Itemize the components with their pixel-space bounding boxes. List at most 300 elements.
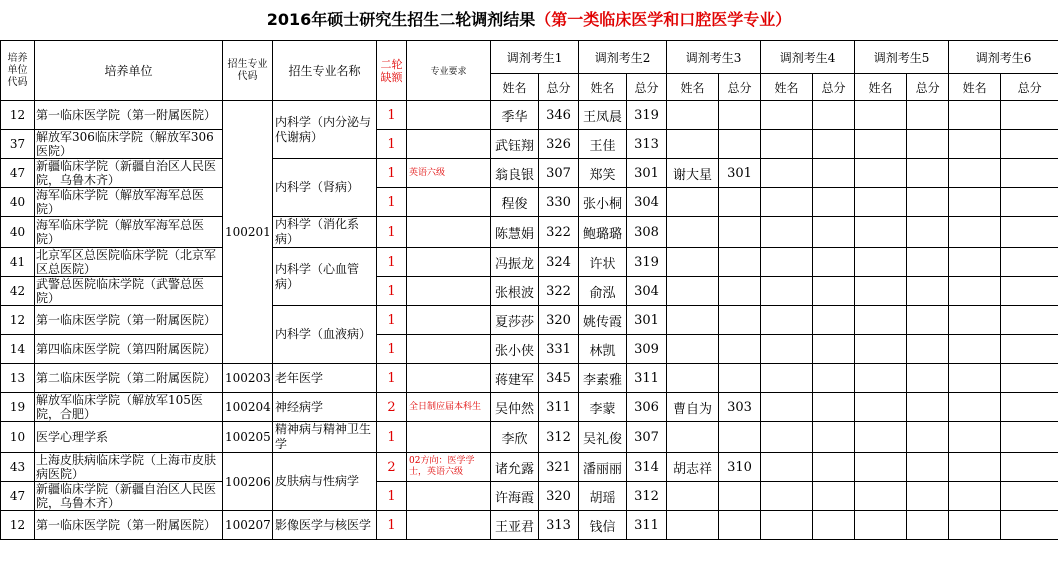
quota-cell: 1: [377, 248, 407, 277]
student-name-cell: 郑笑: [579, 159, 627, 188]
student-name-cell: [949, 101, 1001, 130]
student-name-cell: [667, 306, 719, 335]
student-score-cell: [1001, 482, 1058, 511]
unit-cell: 海军临床学院（解放军海军总医院）: [35, 188, 223, 217]
student-score-cell: [813, 188, 855, 217]
student-name-cell: [761, 335, 813, 364]
student-score-cell: [813, 335, 855, 364]
subheader-name: 姓名: [667, 74, 719, 101]
table-row: [1, 217, 1058, 248]
student-name-cell: [855, 335, 907, 364]
quota-cell: 1: [377, 511, 407, 540]
subheader-score: 总分: [719, 74, 761, 101]
quota-cell: 1: [377, 306, 407, 335]
student-name-cell: [855, 217, 907, 248]
student-score-cell: [813, 511, 855, 540]
student-name-cell: [761, 217, 813, 248]
student-score-cell: [1001, 101, 1058, 130]
student-name-cell: [855, 422, 907, 453]
unit-cell: 第二临床医学院（第二附属医院）: [35, 364, 223, 393]
unit-code-cell: 19: [1, 393, 35, 422]
student-score-cell: 311: [627, 364, 667, 393]
header-student-6: 调剂考生6: [949, 41, 1058, 74]
student-score-cell: [813, 277, 855, 306]
subheader-name: 姓名: [579, 74, 627, 101]
header-student-4: 调剂考生4: [761, 41, 855, 74]
student-name-cell: [855, 130, 907, 159]
student-score-cell: 301: [627, 306, 667, 335]
student-name-cell: 吴礼俊: [579, 422, 627, 453]
student-name-cell: [855, 306, 907, 335]
student-score-cell: 312: [627, 482, 667, 511]
header-student-3: 调剂考生3: [667, 41, 761, 74]
quota-cell: 1: [377, 335, 407, 364]
title-sub: （第一类临床医学和口腔医学专业）: [535, 10, 792, 29]
table-row: [1, 511, 1058, 540]
student-score-cell: 307: [627, 422, 667, 453]
student-name-cell: 李蒙: [579, 393, 627, 422]
student-name-cell: [949, 335, 1001, 364]
header-quota: 二轮缺额: [377, 41, 407, 101]
student-score-cell: [907, 511, 949, 540]
major-code-cell: 100203: [223, 364, 273, 393]
student-name-cell: [949, 364, 1001, 393]
student-name-cell: [761, 364, 813, 393]
major-code-cell: 100206: [223, 453, 273, 511]
unit-cell: 解放军306临床学院（解放军306医院）: [35, 130, 223, 159]
student-score-cell: [719, 482, 761, 511]
student-score-cell: 307: [539, 159, 579, 188]
student-name-cell: [949, 422, 1001, 453]
unit-cell: 第一临床医学院（第一附属医院）: [35, 101, 223, 130]
student-name-cell: 诸允露: [491, 453, 539, 482]
student-score-cell: 303: [719, 393, 761, 422]
student-score-cell: [1001, 453, 1058, 482]
student-name-cell: [855, 482, 907, 511]
quota-cell: 1: [377, 101, 407, 130]
student-score-cell: [719, 364, 761, 393]
student-name-cell: [667, 188, 719, 217]
student-score-cell: [907, 306, 949, 335]
student-score-cell: 312: [539, 422, 579, 453]
student-score-cell: [1001, 511, 1058, 540]
unit-code-cell: 10: [1, 422, 35, 453]
unit-cell: 第四临床医学院（第四附属医院）: [35, 335, 223, 364]
student-name-cell: [761, 101, 813, 130]
student-score-cell: [907, 217, 949, 248]
student-score-cell: 322: [539, 277, 579, 306]
table-row: [1, 422, 1058, 453]
student-score-cell: 326: [539, 130, 579, 159]
student-score-cell: [719, 217, 761, 248]
student-name-cell: 张根波: [491, 277, 539, 306]
table-row: [1, 453, 1058, 482]
student-name-cell: [761, 277, 813, 306]
quota-cell: 1: [377, 159, 407, 188]
unit-cell: 医学心理学系: [35, 422, 223, 453]
student-score-cell: [813, 453, 855, 482]
student-score-cell: [813, 393, 855, 422]
student-score-cell: [719, 335, 761, 364]
student-name-cell: [949, 188, 1001, 217]
title-main: 2016年硕士研究生招生二轮调剂结果: [266, 10, 536, 29]
header-major-code: 招生专业代码: [223, 41, 273, 101]
student-name-cell: [949, 482, 1001, 511]
student-name-cell: [855, 248, 907, 277]
unit-cell: 第一临床医学院（第一附属医院）: [35, 511, 223, 540]
major-name-cell: 老年医学: [273, 364, 377, 393]
quota-cell: 1: [377, 188, 407, 217]
table-row: [1, 101, 1058, 130]
student-score-cell: [719, 130, 761, 159]
student-name-cell: 吴仲然: [491, 393, 539, 422]
student-score-cell: [907, 453, 949, 482]
student-name-cell: 翁良银: [491, 159, 539, 188]
table-row: [1, 393, 1058, 422]
unit-code-cell: 14: [1, 335, 35, 364]
student-score-cell: 311: [627, 511, 667, 540]
student-name-cell: [855, 364, 907, 393]
student-name-cell: [761, 130, 813, 159]
student-name-cell: 王佳: [579, 130, 627, 159]
student-score-cell: 346: [539, 101, 579, 130]
student-name-cell: [761, 453, 813, 482]
student-score-cell: 314: [627, 453, 667, 482]
quota-cell: 1: [377, 364, 407, 393]
subheader-name: 姓名: [761, 74, 813, 101]
student-name-cell: 胡志祥: [667, 453, 719, 482]
quota-cell: 1: [377, 482, 407, 511]
subheader-score: 总分: [907, 74, 949, 101]
student-score-cell: 308: [627, 217, 667, 248]
table-row: [1, 248, 1058, 277]
student-name-cell: 俞泓: [579, 277, 627, 306]
unit-cell: 第一临床医学院（第一附属医院）: [35, 306, 223, 335]
quota-cell: 1: [377, 277, 407, 306]
subheader-name: 姓名: [949, 74, 1001, 101]
student-score-cell: [1001, 335, 1058, 364]
student-score-cell: [907, 393, 949, 422]
requirement-cell: [407, 511, 491, 540]
requirement-cell: 全日制应届本科生: [407, 393, 491, 422]
student-name-cell: [855, 453, 907, 482]
student-score-cell: [1001, 217, 1058, 248]
header-student-1: 调剂考生1: [491, 41, 579, 74]
student-score-cell: [1001, 393, 1058, 422]
unit-cell: 海军临床学院（解放军海军总医院）: [35, 217, 223, 248]
student-score-cell: [1001, 422, 1058, 453]
student-name-cell: [949, 511, 1001, 540]
student-name-cell: [761, 248, 813, 277]
unit-code-cell: 12: [1, 101, 35, 130]
student-score-cell: [813, 422, 855, 453]
student-score-cell: [813, 130, 855, 159]
student-score-cell: 304: [627, 277, 667, 306]
table-row: [1, 188, 1058, 217]
major-code-cell: 100207: [223, 511, 273, 540]
table-body: [1, 101, 1058, 540]
unit-code-cell: 41: [1, 248, 35, 277]
student-name-cell: 冯振龙: [491, 248, 539, 277]
student-score-cell: 345: [539, 364, 579, 393]
student-name-cell: [667, 101, 719, 130]
student-score-cell: 331: [539, 335, 579, 364]
unit-code-cell: 12: [1, 306, 35, 335]
student-score-cell: [907, 422, 949, 453]
student-score-cell: 304: [627, 188, 667, 217]
quota-cell: 1: [377, 130, 407, 159]
table-row: [1, 364, 1058, 393]
student-score-cell: 301: [719, 159, 761, 188]
unit-cell: 解放军临床学院（解放军105医院，合肥）: [35, 393, 223, 422]
quota-cell: 1: [377, 217, 407, 248]
student-name-cell: [949, 130, 1001, 159]
student-score-cell: [907, 130, 949, 159]
student-name-cell: [761, 306, 813, 335]
student-name-cell: [667, 130, 719, 159]
student-score-cell: [813, 364, 855, 393]
student-name-cell: [761, 159, 813, 188]
requirement-cell: [407, 335, 491, 364]
major-name-cell: 精神病与精神卫生学: [273, 422, 377, 453]
major-name-cell: 内科学（内分泌与代谢病）: [273, 101, 377, 159]
table-row: [1, 277, 1058, 306]
student-score-cell: [1001, 130, 1058, 159]
student-name-cell: 季华: [491, 101, 539, 130]
student-score-cell: 330: [539, 188, 579, 217]
student-score-cell: 319: [627, 101, 667, 130]
student-name-cell: [949, 159, 1001, 188]
student-score-cell: 313: [627, 130, 667, 159]
student-score-cell: [1001, 364, 1058, 393]
table-row: [1, 306, 1058, 335]
student-score-cell: 320: [539, 482, 579, 511]
subheader-name: 姓名: [491, 74, 539, 101]
student-score-cell: 320: [539, 306, 579, 335]
quota-cell: 1: [377, 422, 407, 453]
student-score-cell: [719, 101, 761, 130]
student-name-cell: [761, 482, 813, 511]
student-score-cell: [907, 248, 949, 277]
student-name-cell: [855, 101, 907, 130]
student-score-cell: [813, 159, 855, 188]
major-code-cell: 100204: [223, 393, 273, 422]
student-score-cell: [907, 277, 949, 306]
student-name-cell: 谢大星: [667, 159, 719, 188]
student-name-cell: 曹自为: [667, 393, 719, 422]
student-name-cell: [667, 335, 719, 364]
major-name-cell: 皮肤病与性病学: [273, 453, 377, 511]
major-name-cell: 内科学（消化系病）: [273, 217, 377, 248]
student-score-cell: [719, 306, 761, 335]
student-name-cell: 陈慧娟: [491, 217, 539, 248]
major-name-cell: 内科学（肾病）: [273, 159, 377, 217]
student-name-cell: 武钰翔: [491, 130, 539, 159]
student-score-cell: 324: [539, 248, 579, 277]
requirement-cell: 英语六级: [407, 159, 491, 188]
student-name-cell: 王凤晨: [579, 101, 627, 130]
major-code-cell: 100201: [223, 101, 273, 364]
requirement-cell: [407, 101, 491, 130]
student-name-cell: [667, 482, 719, 511]
student-score-cell: [813, 248, 855, 277]
student-name-cell: 蒋建军: [491, 364, 539, 393]
unit-cell: 新疆临床学院（新疆自治区人民医院，乌鲁木齐）: [35, 159, 223, 188]
major-code-cell: 100205: [223, 422, 273, 453]
student-score-cell: [719, 277, 761, 306]
student-name-cell: [949, 217, 1001, 248]
header-requirement: 专业要求: [407, 41, 491, 101]
table-row: [1, 335, 1058, 364]
student-name-cell: [761, 511, 813, 540]
subheader-name: 姓名: [855, 74, 907, 101]
student-score-cell: [907, 335, 949, 364]
student-score-cell: [813, 306, 855, 335]
unit-cell: 武警总医院临床学院（武警总医院）: [35, 277, 223, 306]
student-score-cell: [719, 188, 761, 217]
student-score-cell: [907, 188, 949, 217]
unit-code-cell: 47: [1, 159, 35, 188]
unit-code-cell: 42: [1, 277, 35, 306]
requirement-cell: [407, 482, 491, 511]
student-name-cell: 钱信: [579, 511, 627, 540]
unit-code-cell: 40: [1, 188, 35, 217]
student-name-cell: [949, 453, 1001, 482]
header-student-2: 调剂考生2: [579, 41, 667, 74]
student-name-cell: [667, 217, 719, 248]
student-score-cell: [907, 364, 949, 393]
student-name-cell: 许海霞: [491, 482, 539, 511]
student-name-cell: [855, 277, 907, 306]
student-score-cell: [1001, 159, 1058, 188]
student-name-cell: 李素雅: [579, 364, 627, 393]
student-name-cell: [667, 364, 719, 393]
major-name-cell: 内科学（血液病）: [273, 306, 377, 364]
student-name-cell: [855, 159, 907, 188]
student-name-cell: [949, 306, 1001, 335]
table-row: [1, 159, 1058, 188]
requirement-cell: [407, 364, 491, 393]
student-name-cell: 林凯: [579, 335, 627, 364]
subheader-score: 总分: [539, 74, 579, 101]
student-name-cell: 李欣: [491, 422, 539, 453]
student-score-cell: 322: [539, 217, 579, 248]
student-score-cell: [1001, 277, 1058, 306]
student-name-cell: [855, 393, 907, 422]
requirement-cell: [407, 217, 491, 248]
requirement-cell: [407, 277, 491, 306]
student-name-cell: [761, 422, 813, 453]
student-name-cell: 潘丽丽: [579, 453, 627, 482]
major-name-cell: 神经病学: [273, 393, 377, 422]
major-name-cell: 内科学（心血管病）: [273, 248, 377, 306]
student-score-cell: 309: [627, 335, 667, 364]
student-name-cell: [855, 511, 907, 540]
unit-cell: 北京军区总医院临床学院（北京军区总医院）: [35, 248, 223, 277]
student-name-cell: 鲍璐璐: [579, 217, 627, 248]
student-name-cell: [667, 248, 719, 277]
header-major-name: 招生专业名称: [273, 41, 377, 101]
student-name-cell: 张小桐: [579, 188, 627, 217]
major-name-cell: 影像医学与核医学: [273, 511, 377, 540]
subheader-score: 总分: [1001, 74, 1058, 101]
unit-cell: 新疆临床学院（新疆自治区人民医院，乌鲁木齐）: [35, 482, 223, 511]
student-name-cell: 许状: [579, 248, 627, 277]
student-score-cell: [907, 159, 949, 188]
requirement-cell: 02方向：医学学士，英语六级: [407, 453, 491, 482]
table-row: [1, 130, 1058, 159]
student-name-cell: [761, 188, 813, 217]
student-score-cell: 310: [719, 453, 761, 482]
student-score-cell: [813, 482, 855, 511]
student-score-cell: 319: [627, 248, 667, 277]
requirement-cell: [407, 188, 491, 217]
student-name-cell: 王亚君: [491, 511, 539, 540]
student-name-cell: [667, 422, 719, 453]
header-student-5: 调剂考生5: [855, 41, 949, 74]
student-name-cell: 张小侠: [491, 335, 539, 364]
student-score-cell: 306: [627, 393, 667, 422]
student-score-cell: 313: [539, 511, 579, 540]
student-name-cell: [761, 393, 813, 422]
requirement-cell: [407, 306, 491, 335]
quota-cell: 2: [377, 393, 407, 422]
unit-code-cell: 43: [1, 453, 35, 482]
student-name-cell: [949, 248, 1001, 277]
requirement-cell: [407, 130, 491, 159]
student-score-cell: [813, 101, 855, 130]
student-score-cell: 321: [539, 453, 579, 482]
student-score-cell: 311: [539, 393, 579, 422]
student-score-cell: [1001, 248, 1058, 277]
student-score-cell: [907, 482, 949, 511]
quota-cell: 2: [377, 453, 407, 482]
student-score-cell: [1001, 188, 1058, 217]
page-title: [0, 0, 1058, 40]
table-row: [1, 482, 1058, 511]
requirement-cell: [407, 422, 491, 453]
student-score-cell: [1001, 306, 1058, 335]
student-score-cell: [719, 511, 761, 540]
unit-code-cell: 13: [1, 364, 35, 393]
unit-code-cell: 47: [1, 482, 35, 511]
header-unit: 培养单位: [35, 41, 223, 101]
student-score-cell: [719, 248, 761, 277]
student-name-cell: [949, 277, 1001, 306]
header-unit-code: 培养单位代码: [1, 41, 35, 101]
subheader-score: 总分: [627, 74, 667, 101]
student-name-cell: [667, 511, 719, 540]
student-name-cell: 夏莎莎: [491, 306, 539, 335]
student-name-cell: 程俊: [491, 188, 539, 217]
unit-code-cell: 37: [1, 130, 35, 159]
subheader-score: 总分: [813, 74, 855, 101]
student-name-cell: [667, 277, 719, 306]
student-score-cell: 301: [627, 159, 667, 188]
results-table: [0, 40, 1058, 540]
student-name-cell: 胡瑶: [579, 482, 627, 511]
student-score-cell: [813, 217, 855, 248]
unit-code-cell: 12: [1, 511, 35, 540]
student-name-cell: [855, 188, 907, 217]
unit-cell: 上海皮肤病临床学院（上海市皮肤病医院）: [35, 453, 223, 482]
unit-code-cell: 40: [1, 217, 35, 248]
student-name-cell: 姚传霞: [579, 306, 627, 335]
requirement-cell: [407, 248, 491, 277]
student-score-cell: [719, 422, 761, 453]
student-name-cell: [949, 393, 1001, 422]
student-score-cell: [907, 101, 949, 130]
